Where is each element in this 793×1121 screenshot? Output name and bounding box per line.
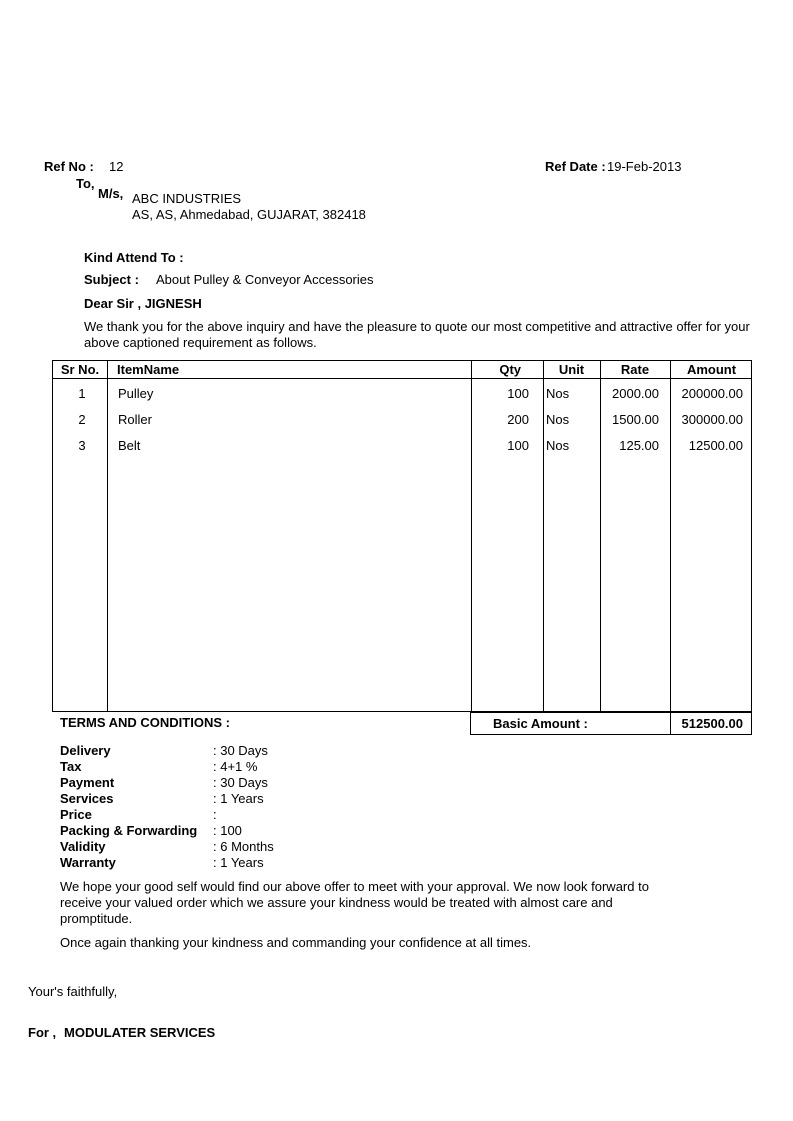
items-table xyxy=(52,360,752,712)
row-rate: 2000.00 xyxy=(612,386,659,401)
to-label: To, xyxy=(76,176,95,191)
term-value: : 1 Years xyxy=(213,855,264,870)
term-value: : xyxy=(213,807,217,822)
row-amount: 12500.00 xyxy=(688,438,743,453)
header-item: ItemName xyxy=(117,362,180,377)
row-qty: 100 xyxy=(507,438,529,453)
subject-label: Subject : xyxy=(84,272,139,287)
ref-no-value: 12 xyxy=(109,159,124,174)
basic-amount-divider xyxy=(670,713,671,734)
ms-label: M/s, xyxy=(98,186,124,201)
row-rate: 125.00 xyxy=(619,438,659,453)
row-qty: 100 xyxy=(507,386,529,401)
header-amount: Amount xyxy=(686,362,737,377)
subject-value: About Pulley & Conveyor Accessories xyxy=(156,272,374,287)
recipient-company: ABC INDUSTRIES xyxy=(132,191,242,206)
term-value: : 30 Days xyxy=(213,743,268,758)
closing-paragraph: We hope your good self would find our above offer to meet with your approval. We now look forward to receive your valued order which we assure your kindness would be treated with almost care and promptitude. xyxy=(60,879,649,926)
row-item: Belt xyxy=(118,438,141,453)
thanks-paragraph: Once again thanking your kindness and commanding your confidence at all times. xyxy=(60,935,532,950)
term-value: : 1 Years xyxy=(213,791,264,806)
header-rate: Rate xyxy=(620,362,650,377)
kind-attend-label: Kind Attend To : xyxy=(84,250,184,265)
intro-paragraph: We thank you for the above inquiry and have the pleasure to quote our most competitive and attractive offer for your above captioned requirement as follows. xyxy=(84,319,750,350)
for-label: For , xyxy=(28,1025,57,1040)
term-label: Delivery xyxy=(60,743,111,758)
term-label: Services xyxy=(60,791,114,806)
term-value: : 30 Days xyxy=(213,775,268,790)
signoff: Your's faithfully, xyxy=(28,984,118,999)
recipient-address: AS, AS, Ahmedabad, GUJARAT, 382418 xyxy=(132,207,366,222)
row-sr: 3 xyxy=(78,438,86,453)
term-label: Validity xyxy=(60,839,106,854)
terms-title: TERMS AND CONDITIONS : xyxy=(60,715,230,730)
sender-company: MODULATER SERVICES xyxy=(64,1025,216,1040)
ref-date-label: Ref Date : xyxy=(545,159,606,174)
row-amount: 300000.00 xyxy=(681,412,743,427)
header-unit: Unit xyxy=(558,362,585,377)
row-item: Roller xyxy=(118,412,152,427)
ref-date-value: 19-Feb-2013 xyxy=(607,159,682,174)
table-divider xyxy=(543,361,544,711)
basic-amount-box xyxy=(470,712,752,735)
term-value: : 100 xyxy=(213,823,242,838)
term-label: Packing & Forwarding xyxy=(60,823,198,838)
header-sr: Sr No. xyxy=(60,362,100,377)
basic-amount-value: 512500.00 xyxy=(681,716,743,731)
term-label: Price xyxy=(60,807,92,822)
term-value: : 4+1 % xyxy=(213,759,258,774)
row-rate: 1500.00 xyxy=(612,412,659,427)
header-divider xyxy=(53,378,751,379)
row-amount: 200000.00 xyxy=(681,386,743,401)
row-qty: 200 xyxy=(507,412,529,427)
term-label: Warranty xyxy=(60,855,116,870)
salutation: Dear Sir , JIGNESH xyxy=(84,296,202,311)
row-unit: Nos xyxy=(546,412,570,427)
term-value: : 6 Months xyxy=(213,839,274,854)
row-sr: 1 xyxy=(78,386,86,401)
row-sr: 2 xyxy=(78,412,86,427)
term-label: Payment xyxy=(60,775,115,790)
row-item: Pulley xyxy=(118,386,154,401)
ref-no-label: Ref No : xyxy=(44,159,94,174)
row-unit: Nos xyxy=(546,386,570,401)
header-qty: Qty xyxy=(499,362,521,377)
term-label: Tax xyxy=(60,759,82,774)
basic-amount-label: Basic Amount : xyxy=(493,716,588,731)
row-unit: Nos xyxy=(546,438,570,453)
